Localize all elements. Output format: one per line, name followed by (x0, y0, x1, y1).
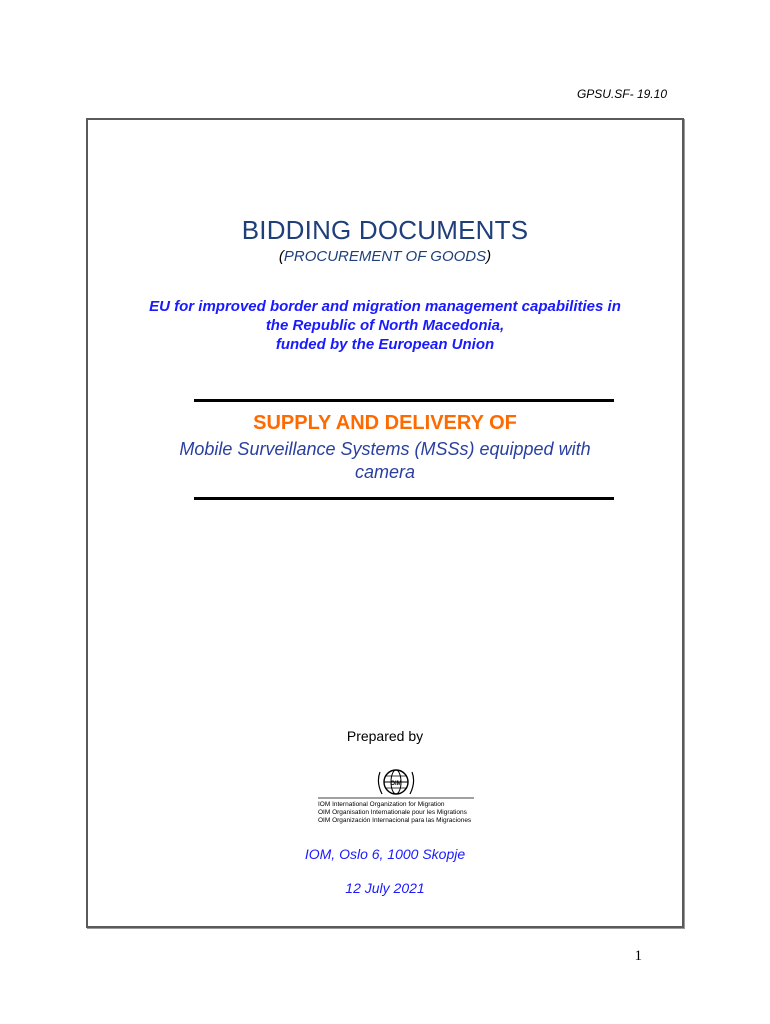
logo-line: IOM International Organization for Migration (318, 801, 445, 808)
document-code: GPSU.SF- 19.10 (576, 87, 667, 101)
subtitle-open-paren: ( (278, 248, 284, 265)
description-line: Mobile Surveillance Systems (MSSs) equipped with (179, 439, 591, 459)
subtitle-close-paren: ) (486, 248, 492, 265)
iom-emblem (378, 770, 413, 794)
description-line: camera (354, 462, 416, 482)
document-title: BIDDING DOCUMENTS (241, 215, 529, 245)
supply-description (0, 438, 770, 484)
prepared-by-label: Prepared by (346, 728, 424, 744)
document-date: 12 July 2021 (345, 880, 425, 896)
top-divider (194, 399, 614, 402)
supply-heading: SUPPLY AND DELIVERY OF (253, 412, 517, 434)
document-subtitle (0, 248, 770, 265)
page-number: 1 (634, 948, 642, 964)
project-line: funded by the European Union (275, 336, 495, 353)
project-line: the Republic of North Macedonia, (265, 317, 505, 334)
subtitle-text: PROCUREMENT OF GOODS (283, 248, 487, 265)
svg-text:OIM: OIM (390, 781, 402, 787)
address: IOM, Oslo 6, 1000 Skopje (304, 846, 466, 862)
project-title (0, 297, 770, 354)
project-line: EU for improved border and migration management capabilities in (149, 298, 621, 315)
logo-caption (318, 801, 471, 825)
logo-line: OIM Organisation Internationale pour les Migrations (318, 809, 467, 816)
logo-line: OIM Organización Internacional para las Migraciones (318, 817, 472, 824)
bottom-divider (194, 497, 614, 500)
